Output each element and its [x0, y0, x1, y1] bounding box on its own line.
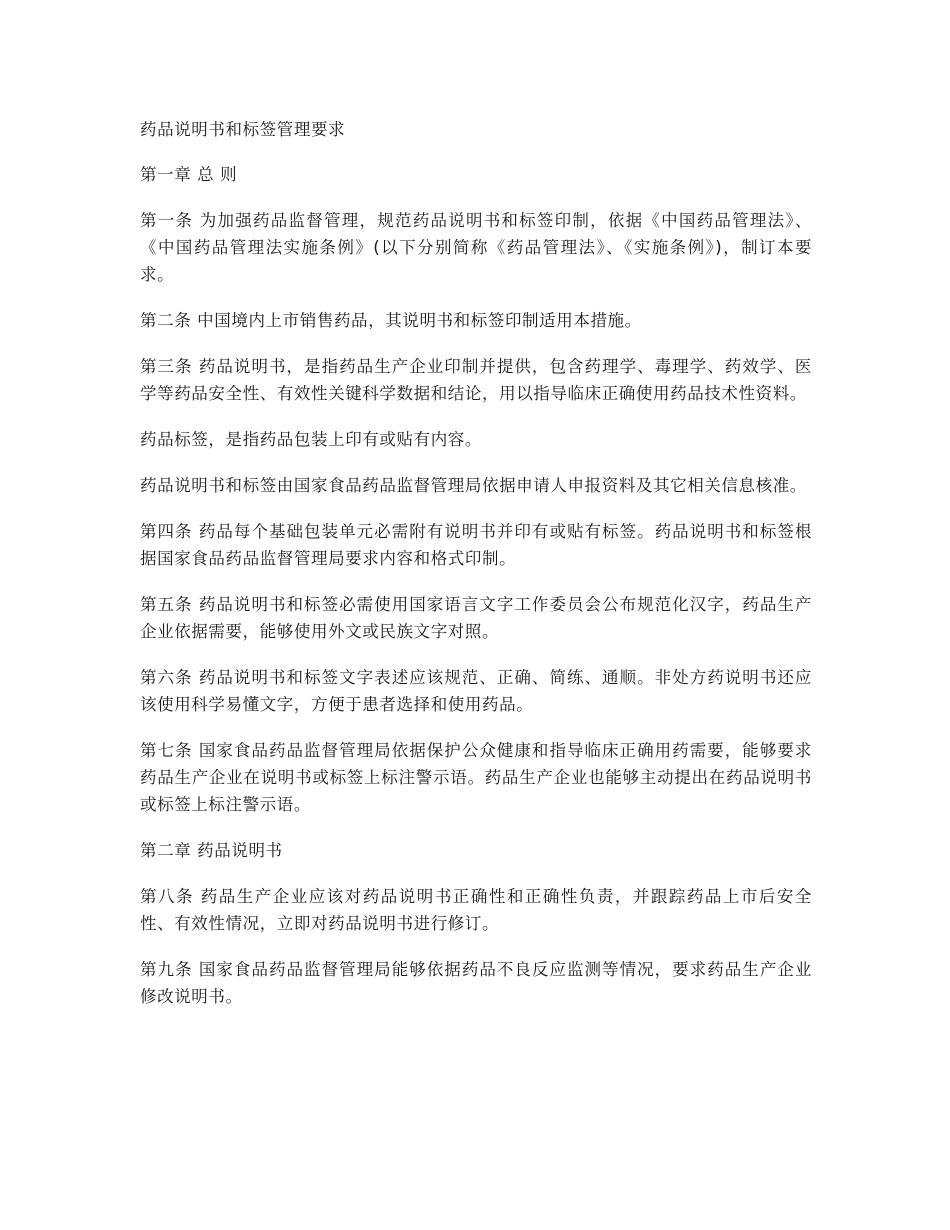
- article-9: 第九条 国家食品药品监督管理局能够依据药品不良反应监测等情况，要求药品生产企业修改说明书。: [140, 960, 812, 1006]
- document-page: [140, 116, 812, 1029]
- chapter-heading-2: 第二章 药品说明书: [140, 841, 283, 860]
- chapter-heading-1: 第一章 总 则: [140, 165, 238, 184]
- article-8: 第八条 药品生产企业应该对药品说明书正确性和正确性负责，并跟踪药品上市后安全性、有效性情况，立即对药品说明书进行修订。: [140, 887, 812, 933]
- article-4: 第四条 药品每个基础包装单元必需附有说明书并印有或贴有标签。药品说明书和标签根据国家食品药品监督管理局要求内容和格式印制。: [140, 522, 812, 568]
- article-2: 第二条 中国境内上市销售药品，其说明书和标签印制适用本措施。: [140, 311, 642, 330]
- document-title: 药品说明书和标签管理要求: [140, 120, 346, 139]
- article-7: 第七条 国家食品药品监督管理局依据保护公众健康和指导临床正确用药需要，能够要求药品生产企业在说明书或标签上标注警示语。药品生产企业也能够主动提出在药品说明书或标签上标注警示语。: [140, 741, 812, 814]
- article-3-approval: 药品说明书和标签由国家食品药品监督管理局依据申请人申报资料及其它相关信息核准。: [140, 476, 807, 495]
- article-3-label-definition: 药品标签，是指药品包装上印有或贴有内容。: [140, 430, 482, 449]
- article-3: 第三条 药品说明书，是指药品生产企业印制并提供，包含药理学、毒理学、药效学、医学等药品安全性、有效性关键科学数据和结论，用以指导临床正确使用药品技术性资料。: [140, 357, 812, 403]
- article-1: 第一条 为加强药品监督管理，规范药品说明书和标签印制，依据《中国药品管理法》、《中国药品管理法实施条例》(以下分别简称《药品管理法》、《实施条例》)，制订本要求。: [140, 211, 812, 284]
- article-5: 第五条 药品说明书和标签必需使用国家语言文字工作委员会公布规范化汉字，药品生产企业依据需要，能够使用外文或民族文字对照。: [140, 595, 812, 641]
- article-6: 第六条 药品说明书和标签文字表述应该规范、正确、简练、通顺。非处方药说明书还应该使用科学易懂文字，方便于患者选择和使用药品。: [140, 668, 812, 714]
